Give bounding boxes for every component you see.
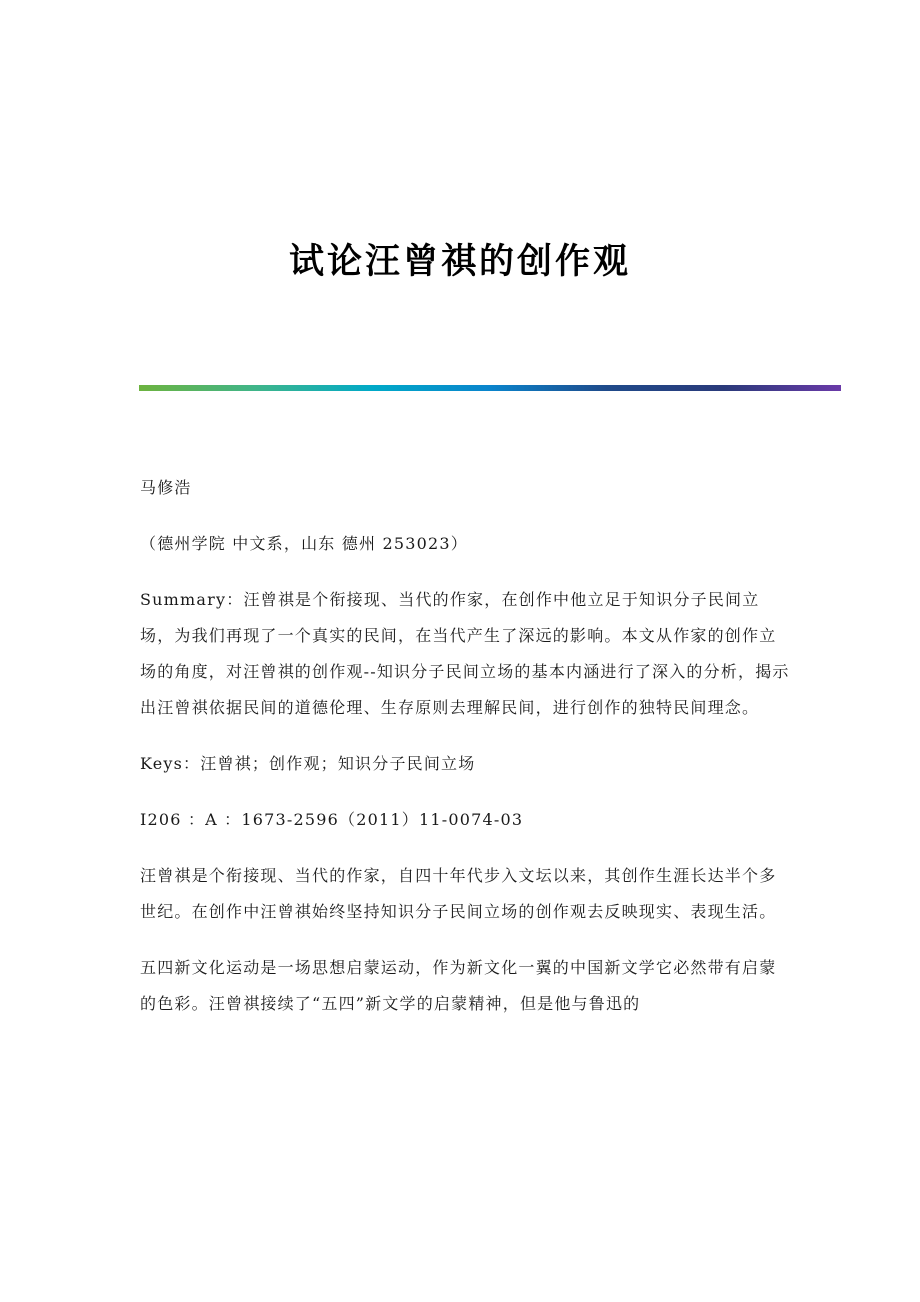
abstract-label: Summary： <box>140 590 244 609</box>
document-title: 试论汪曾祺的创作观 <box>288 242 631 283</box>
document-body <box>140 470 790 1022</box>
keywords-paragraph <box>140 746 790 782</box>
keywords-label: Keys： <box>140 754 201 773</box>
abstract-paragraph <box>140 582 790 726</box>
body-paragraph-1: 汪曾祺是个衔接现、当代的作家，自四十年代步入文坛以来，其创作生涯长达半个多世纪。在创作中汪曾祺始终坚持知识分子民间立场的创作观去反映现实、表现生活。 <box>140 866 777 921</box>
abstract-text: 汪曾祺是个衔接现、当代的作家，在创作中他立足于知识分子民间立场，为我们再现了一个真实的民间，在当代产生了深远的影响。本文从作家的创作立场的角度，对汪曾祺的创作观--知识分子民间立场的基本内涵进行了深入的分析，揭示出汪曾祺依据民间的道德伦理、生存原则去理解民间，进行创作的独特民间理念。 <box>140 590 790 717</box>
classification-code: I206 ：A ：1673-2596（2011）11-0074-03 <box>140 810 524 829</box>
body-paragraph-2: 五四新文化运动是一场思想启蒙运动，作为新文化一翼的中国新文学它必然带有启蒙的色彩。汪曾祺接续了“五四”新文学的启蒙精神，但是他与鲁迅的 <box>140 958 777 1013</box>
author-name: 马修浩 <box>140 478 192 497</box>
author-affiliation: （德州学院 中文系，山东 德州 253023） <box>140 534 468 553</box>
keywords-text: 汪曾祺；创作观；知识分子民间立场 <box>200 754 476 773</box>
title-gradient-rule <box>139 385 841 391</box>
